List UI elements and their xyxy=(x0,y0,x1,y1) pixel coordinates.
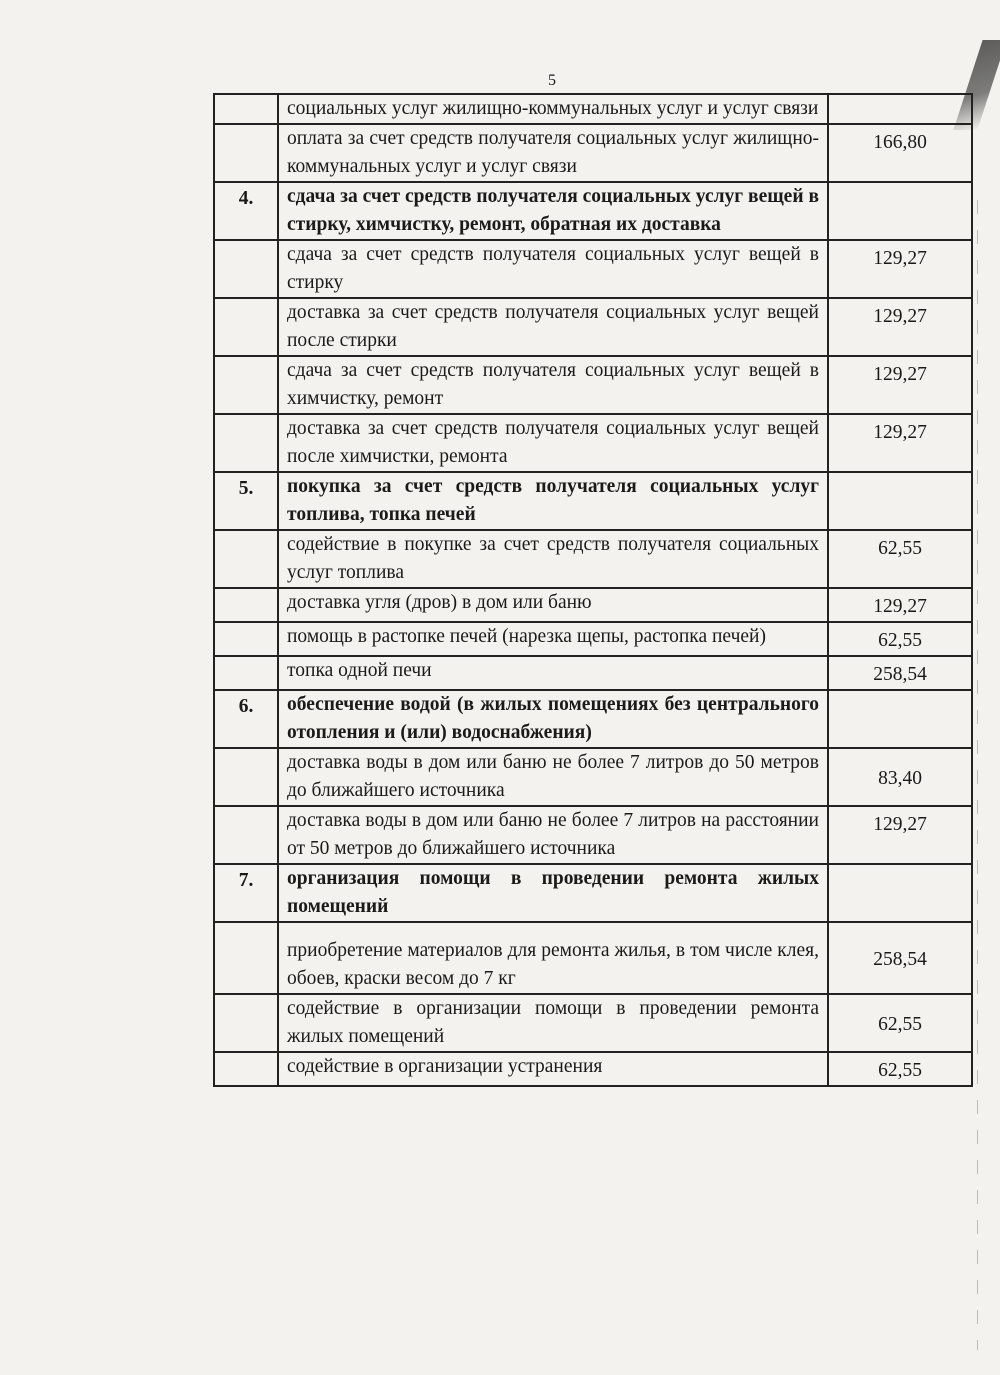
service-description: содействие в организации помощи в проведении ремонта жилых помещений xyxy=(278,994,828,1052)
service-description: социальных услуг жилищно-коммунальных услуг и услуг связи xyxy=(278,94,828,124)
table-row xyxy=(214,922,972,994)
service-description: содействие в организации устранения xyxy=(278,1052,828,1086)
row-number: 6. xyxy=(214,690,278,748)
service-description: сдача за счет средств получателя социальных услуг вещей в стирку xyxy=(278,240,828,298)
table-row xyxy=(214,356,972,414)
row-number xyxy=(214,588,278,622)
service-description: доставка воды в дом или баню не более 7 литров до 50 метров до ближайшего источника xyxy=(278,748,828,806)
row-number: 5. xyxy=(214,472,278,530)
table-row xyxy=(214,864,972,922)
row-number xyxy=(214,94,278,124)
service-description: сдача за счет средств получателя социальных услуг вещей в химчистку, ремонт xyxy=(278,356,828,414)
service-description: приобретение материалов для ремонта жилья, в том числе клея, обоев, краски весом до 7 кг xyxy=(278,922,828,994)
table-row xyxy=(214,414,972,472)
service-description: сдача за счет средств получателя социальных услуг вещей в стирку, химчистку, ремонт, обратная их доставка xyxy=(278,182,828,240)
row-number xyxy=(214,240,278,298)
table-row xyxy=(214,748,972,806)
row-number xyxy=(214,530,278,588)
service-description: топка одной печи xyxy=(278,656,828,690)
service-price: 129,27 xyxy=(828,240,972,298)
service-price xyxy=(828,182,972,240)
row-number xyxy=(214,414,278,472)
scan-edge-line xyxy=(977,200,978,1350)
table-row xyxy=(214,530,972,588)
table-row xyxy=(214,994,972,1052)
service-price: 129,27 xyxy=(828,298,972,356)
service-description: помощь в растопке печей (нарезка щепы, растопка печей) xyxy=(278,622,828,656)
table-row xyxy=(214,656,972,690)
service-price: 62,55 xyxy=(828,994,972,1052)
service-price xyxy=(828,864,972,922)
service-description: доставка за счет средств получателя социальных услуг вещей после химчистки, ремонта xyxy=(278,414,828,472)
service-price xyxy=(828,94,972,124)
table-row xyxy=(214,622,972,656)
service-description: покупка за счет средств получателя социальных услуг топлива, топка печей xyxy=(278,472,828,530)
row-number xyxy=(214,1052,278,1086)
table-row xyxy=(214,588,972,622)
row-number xyxy=(214,748,278,806)
row-number xyxy=(214,298,278,356)
service-description: доставка воды в дом или баню не более 7 литров на расстоянии от 50 метров до ближайшего источника xyxy=(278,806,828,864)
service-price: 129,27 xyxy=(828,588,972,622)
services-price-table xyxy=(213,93,973,1087)
service-price: 62,55 xyxy=(828,1052,972,1086)
service-price xyxy=(828,690,972,748)
row-number xyxy=(214,994,278,1052)
page-number: 5 xyxy=(548,72,556,89)
service-price: 129,27 xyxy=(828,414,972,472)
table-row xyxy=(214,690,972,748)
row-number xyxy=(214,922,278,994)
table-row xyxy=(214,806,972,864)
table-row xyxy=(214,124,972,182)
service-price: 166,80 xyxy=(828,124,972,182)
table-row xyxy=(214,472,972,530)
row-number xyxy=(214,356,278,414)
row-number xyxy=(214,656,278,690)
service-price: 62,55 xyxy=(828,622,972,656)
row-number: 4. xyxy=(214,182,278,240)
row-number xyxy=(214,124,278,182)
table-row xyxy=(214,94,972,124)
service-description: организация помощи в проведении ремонта жилых помещений xyxy=(278,864,828,922)
service-description: доставка за счет средств получателя социальных услуг вещей после стирки xyxy=(278,298,828,356)
service-price: 129,27 xyxy=(828,806,972,864)
row-number: 7. xyxy=(214,864,278,922)
service-description: обеспечение водой (в жилых помещениях без центрального отопления и (или) водоснабжения) xyxy=(278,690,828,748)
table-row xyxy=(214,298,972,356)
service-price xyxy=(828,472,972,530)
row-number xyxy=(214,622,278,656)
service-description: содействие в покупке за счет средств получателя социальных услуг топлива xyxy=(278,530,828,588)
table-row xyxy=(214,240,972,298)
service-price: 129,27 xyxy=(828,356,972,414)
service-description: доставка угля (дров) в дом или баню xyxy=(278,588,828,622)
table-row xyxy=(214,1052,972,1086)
service-price: 62,55 xyxy=(828,530,972,588)
table-row xyxy=(214,182,972,240)
row-number xyxy=(214,806,278,864)
service-description: оплата за счет средств получателя социальных услуг жилищно-коммунальных услуг и услуг связи xyxy=(278,124,828,182)
service-price: 83,40 xyxy=(828,748,972,806)
service-price: 258,54 xyxy=(828,656,972,690)
service-price: 258,54 xyxy=(828,922,972,994)
